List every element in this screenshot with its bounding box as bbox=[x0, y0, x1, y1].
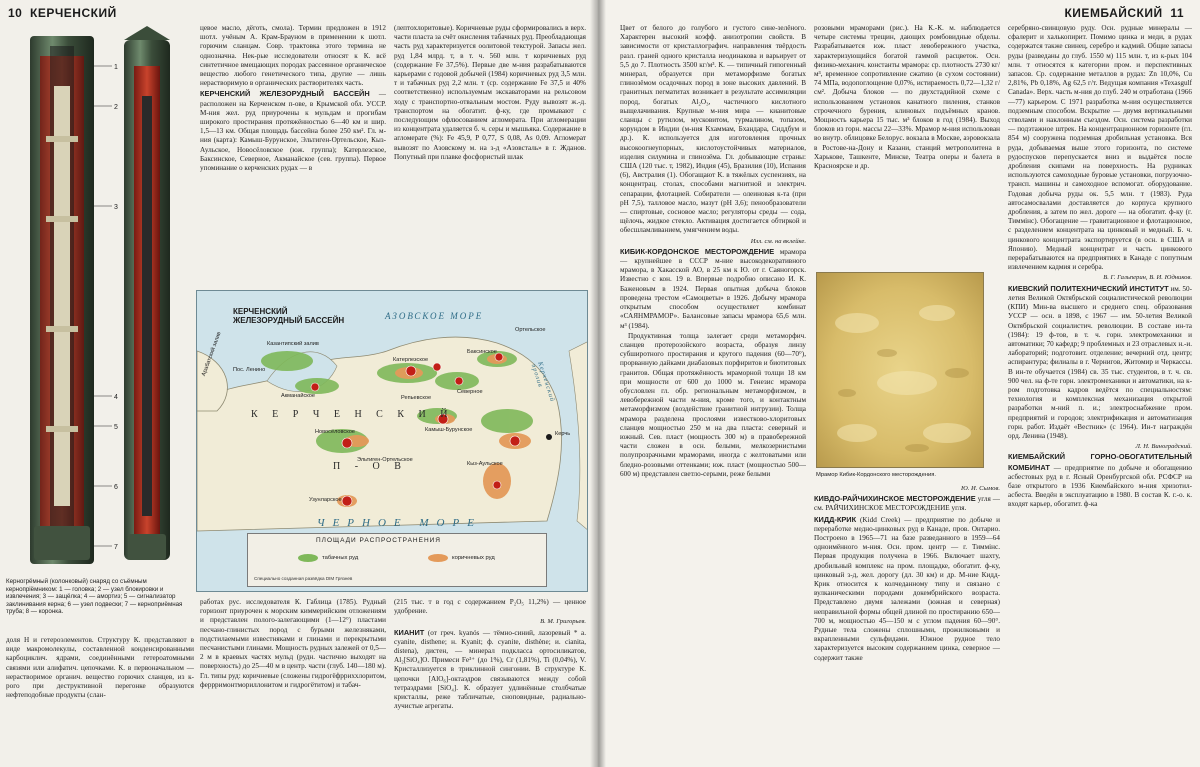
bay2-label: Арабатский залив bbox=[201, 331, 223, 377]
brown-swatch-icon bbox=[428, 554, 448, 562]
sea-north-label: АЗОВСКОЕ МОРЕ bbox=[385, 311, 483, 321]
place-novoselov: Новосёловское bbox=[315, 429, 355, 435]
peninsula-label-2: П - О В bbox=[333, 461, 407, 472]
fig-label-5: 5 bbox=[114, 424, 118, 431]
legend-title: ПЛОЩАДИ РАСПРОСТРАНЕНИЯ bbox=[316, 537, 441, 544]
place-akmanai: Акманайское bbox=[281, 393, 315, 399]
left-col2-bottom bbox=[200, 598, 386, 764]
map-title-line1: КЕРЧЕНСКИЙ bbox=[233, 307, 344, 316]
left-col3-top bbox=[394, 24, 586, 286]
legend-tobacco-label: табачных руд bbox=[322, 555, 358, 561]
paragraph: (лептохлоритовые). Коричневые руды сформировались в верх. части пласта за счёт окисления табачных руд. Преобладающая часть руд характеризуется оолитовой текстурой. Запасы жел. руд 1,84 млрд. т, в т. ч. 560 млн. т коричневых руд (содержание Fe 37,5%). Первые две м-ния разрабатываются карьерами с годовой добычей (1984) коричневых руд 3,5 млн. т и табачных руд 2,2 млн. т (ср. содержание Fe 37,5 и 40% соответственно) используемым экскаваторами на рельсовом ходу с транспортно-отвальным мостом. Руду вывозят ж.-д. транспортом на обогатит. ф-ку, где промывают с последующим офлюсованием агломерата. При агломерации из концентрата удаляется б. ч. серы и мышьяка. Содержание в агломерате (%): Fe 45,9, P 0,77, S 0,08, As 0,09. Агломерат вывозят по Азовскому м. на з-д «Азовсталь» в г. Жданов. Попутный при плавке фосфористый шлак bbox=[394, 24, 586, 162]
place-kyz-aul: Кыз-Аульское bbox=[467, 461, 503, 467]
right-head-word: КИЕМБАЙСКИЙ bbox=[1064, 6, 1162, 20]
left-head-word: КЕРЧЕНСКИЙ bbox=[30, 6, 117, 20]
headword-kiembai: КИЕМБАЙСКИЙ ГОРНО-ОБОГАТИТЕЛЬНЫЙ КОМБИНАТ bbox=[1008, 452, 1192, 471]
map-title-line2: ЖЕЛЕЗОРУДНЫЙ БАССЕЙН bbox=[233, 316, 344, 325]
headword-kianit: КИАНИТ bbox=[394, 628, 424, 637]
left-col3-bottom bbox=[394, 598, 586, 764]
tobacco-swatch-icon bbox=[298, 554, 318, 562]
legend-note: Специально созданная развёдка DIM Грязнев bbox=[254, 576, 352, 581]
kibik-text: мрамора — крупнейшее в СССР м-ние высокодекоративного мрамора, в Хакасской АО, в 25 км к Ю. от г. Саяногорск. Известно с кон. 19 в. Впервые подробно описано И. К. Баженовым в 1924. Первая опытная добыча блоков проведена трестом «Самоцветы» в 1926. Добычу мрамора открытым способом осуществляет комбинат «САЯНМРАМОР». Балансовые запасы мрамора 65,6 млн. м³ (1984). bbox=[620, 248, 806, 330]
legend-item-brown bbox=[428, 554, 495, 562]
paragraph: доля Н и гетероэлементов. Структуру К. представляют в виде макромолекулы, составленной конденсированными карбоциклич. ядрами, соединёнными гетероатомными связями или алифатич. цепочками. К. в первоначальном — нерастворимое органич. вещество горючих сланцев, из к-рого при деструктивной перегонке образуются нефтеподобные продукты (слан- bbox=[6, 636, 194, 700]
sea-south-label: ЧЕРНОЕ МОРЕ bbox=[317, 517, 482, 529]
fig-label-3: 3 bbox=[114, 204, 118, 211]
figure-caption: Керногрёмный (колонковый) снаряд со съёмным кернопріёмником: 1 — головка; 2 — узел блокировки и извлечения; 3 — защёлка; 4 — амортиз; 5 — сигнализатор заклинивания керна; 6 — узел подвески; 7 — керноприёмная труба; 8 — коронка. bbox=[6, 578, 196, 616]
left-col2-top bbox=[200, 24, 386, 286]
place-severnoe: Северное bbox=[457, 389, 483, 395]
legend-item-tobacco bbox=[298, 554, 358, 562]
place-baksin: Баксинское bbox=[467, 349, 497, 355]
fig-label-2: 2 bbox=[114, 104, 118, 111]
paragraph: работах рус. исследователя К. Габлица (1785). Рудный горизонт приурочен к морским киммерийским отложениям и представлен полого-залегающими (1—12°) пластами песчано-глинистых пород с бурыми железняками, подстилаемыми известняками и глинами и перекрытыми песчанистыми глинами. Мощность рудных залежей от 0,5—2 м в краевых частях мульд (рудн. частично выходят на поверхность) до 25—40 м в центр. части (глуб. 140—180 м). Гл. типы руд: коричневые (сложены гидрогёфрриххлоритом, феррримонтмориллонитом и гидрогётитом) и табач- bbox=[200, 598, 386, 690]
fig-label-1: 1 bbox=[114, 64, 118, 71]
kiev-text: им. 50-летия Великой Октябрьской социалистической революции (КПИ) Мин-ва высшего и среднего спец. образования УССР — осн. в 1898, с 1967 — им. 50-летия Великой Октябрьской социалистич. революции. В составе ин-та (1984): 19 ф-тов, в т. ч. горн. электромеханики и автоматики; 70 кафедр; 9 проблемных и 23 отраслевых н.-и. лабораторий; подготовит. отделение; вечерний отд. центр; аспирантура; филиалы в г. Чернигов, Житомир и Черкассы. В ин-те обучается (1984) св. 35 тыс. студентов, в т. ч. св. 900 чел. на ф-те горн. электромеханики и автоматики, на к-ром подготовка кадров ведётся по специальностям: технология и комплексная механизация открытой разработки м-ний п. и.; электроснабжение пром. предприятий и городов; электрификация и автоматизация горн. работ. Издаёт «Вестник» (с 1964). Ин-т награждён орд. Ленина (1948). bbox=[1008, 285, 1192, 440]
left-col1-bottom bbox=[6, 636, 194, 764]
paragraph: (215 тыс. т в год с содержанием P₂O₅ 11,2%) — ценное удобрение. bbox=[394, 598, 586, 616]
bay-label: Казантипский залив bbox=[267, 341, 319, 347]
fig-label-4: 4 bbox=[114, 394, 118, 401]
book-gutter bbox=[590, 0, 606, 767]
marble-photo bbox=[816, 272, 984, 468]
fig-label-6: 6 bbox=[114, 484, 118, 491]
right-running-head bbox=[1064, 6, 1184, 20]
right-col1 bbox=[620, 24, 806, 764]
map-title bbox=[233, 307, 344, 325]
photo-caption: Мрамор Кибик-Кордонского месторождения. bbox=[816, 472, 986, 478]
signature: В. Г. Гальперин, В. И. Юдников. bbox=[1008, 273, 1192, 282]
left-running-head bbox=[8, 6, 117, 20]
right-col2-bottom bbox=[814, 484, 1000, 764]
map-legend bbox=[247, 533, 547, 587]
book-spread bbox=[0, 0, 1200, 767]
left-page-number: 10 bbox=[8, 6, 22, 20]
headword-kivdo: КИВДО-РАЙЧИХИНСКОЕ МЕСТОРОЖДЕНИЕ bbox=[814, 494, 976, 503]
right-col2-top bbox=[814, 24, 1000, 270]
kidd-text: (Kidd Creek) — предприятие по добыче и переработке медно-цинковых руд в Канаде, пров. Онтарио. Построено в 1965—71 на базе разведанного в 1959—64 одноимённого м-ния. Осн. пром. центр — г. Тиммінс. Первая продукция получена в 1966. Включает шахту, дробильный комплекс на пром. площадке, обогатит. ф-ку, цинковый з-д, жел. дорогу (дл. 30 км) и др. М-ние Кидд-Крик относится к колчеданному типу и связано с вулканическими породами докембрийского возраста. Представлено двумя залежами (южная и северная) неправильной формы общей длиной по простиранию 650—700 м, мощностью 45—150 м с углом падения 60—90°. Рудные тела сложены сплошными, прожилковыми и вкрапленными сульфидами. Южное рудное тело характеризуется высоким содержанием цинка, северное — содержит также bbox=[814, 516, 1000, 662]
right-page-number: 11 bbox=[1170, 6, 1184, 20]
fig-label-7: 7 bbox=[114, 544, 118, 551]
place-kamysh-burun: Камыш-Бурунское bbox=[425, 427, 472, 433]
paragraph: Продуктивная толща залегает среди метаморфич. сланцев протерозойского возраста, образуя линзу субширотного простирания и крутого падения (60—70°), прорванную дайками диабазовых порфиритов и биотитовых гранитов. Общая протяжённость мраморной толщи 18 км при мощности от 600 до 1000 м. Генезис мрамора обусловлен гл. обр. региональным метаморфизмом, в левобережной части м-ния, кроме того, и контактным метаморфизмом (воздействие гранитной интрузии). Толща мрамора разделена прослоями известково-хлоритовых сланцев мощностью 250 м на два пласта: северный и южный. Сев. пласт (мощность 300 м) в правобережной части сложен в осн. белыми, мелкозернистыми полупрозрачными мраморами, иногда с желтоватыми или бледно-розовыми оттенками; юж. пласт (мощностью 500—600 м) представлен светло-серыми, реже белыми bbox=[620, 332, 806, 479]
signature: Л. Н. Виноградский. bbox=[1008, 442, 1192, 451]
headword-kerch-basin: КЕРЧЕНСКИЙ ЖЕЛЕЗОРУДНЫЙ БАССЕЙН bbox=[200, 89, 370, 98]
paragraph: серебряно-свинцовую руду. Осн. рудные минералы — сфалерит и халькопирит. Помимо цинка и меди, в рудах содержатся также свинец, серебро и кадмий. Общие запасы руды (разведаны до глуб. 1550 м) 115 млн. т, из к-рых 104 млн. т относятся к категории пром. и перспективных запасов. Ср. содержание металлов в рудах: Zn 10,0%, Cu 2,81%, Pb 0,18%, Ag 62,5 г/т. Ведущая компания «Texasgulf Canada». Верх. часть м-ния до глуб. 240 м отработана (1966—77) карьером. С 1971 разработка м-ния осуществляется подземным способом. Вскрытие — двумя вертикальными стволами и наклонным съездом. Осн. система разработки — подэтажное штрек. На концентрационном горизонте (гл. 854 м) сооружена подземная дробильная установка. Вся руда, добываемая выше этого горизонта, по системе рудоспусков перепускается вниз и выдаётся после дробления скипами на поверхность. На рудниках используются самоходные буровые установки, погрузочно-трансп. машины и самоходное вспомогат. оборудование. Годовая добыча руды ок. 5,5 млн. т (1983). Руда автосамосвалами доставляется до корпуса крупного дробления, а затем по жел. дороге — на обогатит. ф-ку (г. Тиммінс). Обогащение — гравитационное и флотационное, с разделением концентрата на цинковый и медный. Б. ч. цинкового концентрата экспортируется (в осн. в США и Японию). Медный концентрат и часть цинкового перерабатываются на предприятиях в Канаде с попутным извлечением кадмия и серебра. bbox=[1008, 24, 1192, 272]
kianit-text: (от греч. kyanós — тёмно-синий, лазоревый * а. cyanite, disthene; н. Kyanit; ф. cyanite, disthène; и. cianita, distena), дистен, — минерал подкласса ортосиликатов, Al₂[SiO₄]O. Примеси Fe³⁺ (до 1%), Cr (1,81%), Ti (0,04%), V. Кристаллизуется в триклинной сингонии. В структуре К. цепочки [AlO₆]-октаэдров связываются между собой тетраэдрами [SiO₄]. К. образует удлинённые столбчатые кристаллы, реже табличатые, сноповидные, радиально-лучистые агрегаты. bbox=[394, 629, 586, 711]
headword-kiev: КИЕВСКИЙ ПОЛИТЕХНИЧЕСКИЙ ИНСТИТУТ bbox=[1008, 284, 1169, 293]
kerch-basin-text: — расположен на Керченском п-ове, в Крымской обл. УССР. М-ния жел. руд приурочены к мульдам и прогибам широкого простирания протяжённостью 6—40 км и шир. 1,5—13 км. Общая площадь бассейна более 250 км². Гл. м-ния (карта): Камыш-Бурунское, Эльтиген-Ортельское, Кыз-Аульское, Новосёловское (юж. группа); Катерлезское, Баксинское, Северное, Акманайское (сев. группа). Первое упоминание о керченских рудах — в bbox=[200, 90, 386, 172]
strait-label: Керченский пролив bbox=[530, 361, 557, 407]
right-col3 bbox=[1008, 24, 1192, 764]
place-repiev: Репьевское bbox=[401, 395, 431, 401]
signature: В. М. Григорьев. bbox=[394, 617, 586, 626]
paragraph: цевое масло, дёготь, смола). Термин предложен в 1912 шотл. учёным А. Крам-Брауном в применении к шотл. горючим сланцам. Совр. трактовка этого термина не однозначна. Нек-рые исследователи относят к К. всё синтетичное вмещающих породах рассеянное органическое вещество любого генетического типа, другие — лишь нерастворимую в органических растворителях часть. bbox=[200, 24, 386, 88]
peninsula-label-1: К Е Р Ч Е Н С К И Й bbox=[251, 409, 453, 420]
paragraph: Цвет от белого до голубого и густого сине-зелёного. Характерен высокий коэфф. анизотропии свойств. В зависимости от кристаллографич. направления твёрдость разл. граней одного кристалла неодинакова и варьирует от 5,5 до 7. Плотность 3500 кг/м³. К. — типичный гипогенный минерал, образуется при метаморфизме богатых глинозёмом осадочных пород в зоне высоких давлений. В гранитных пегматитах возникает в результате ассимиляции пород, богатых Al₂O₃, частичного кислотного выщелачивания. Крупные м-ния мира — кианитовые сланцы с рутилом, мусковитом, турмалином, топазом, корундом в Индии (м-ния Кхаммам, Бхандара, Сиддбум и др.). К. используется для изготовления прочных высокоогнеупорных, кислотоустойчивых материалов, изделия силумина и глинозёма. Гл. добывающие страны: США (120 тыс. т, 1982), Индия (45), Бразилия (10), Испания (6), Австралия (1). Обогащают К. в тяжёлых суспензиях, на концентрац. столах, способами магнитной и электрич. сепарации, флотацией. Собиратели — олеиновая к-та (при pH 7,5), талловое масло, мазут (pH 3,6); пенообразователи — спиртовые, сосновое масло; регуляторы среды — сода, щёлочь, жидкое стекло. Активация достигается обтиркой и обесшламливанием, умягчением воды. bbox=[620, 24, 806, 236]
paragraph: розовыми мраморами (рис.). На К.-К. м. наблюдается четыре системы трещин, дающих ромбовидные обделы. Разрабатывается юж. пласт левобережного участка, характеризующийся богатой гаммой расцветок. Осн. физико-механич. константы мрамора: ср. плотность 2730 кг/м³, временное сопротивление сжатию (в сухом состоянии) 74 МПа, водопоглощение 0,07%, истираемость 0,72—1,32 г/см². Добыча блоков — по двухстадийной схеме с использованием установок канатного пиления, станков строчечного бурения, клиновых подъёмных кранов. Мощность карьера 15 тыс. м³ блоков в год (1984). Выход блоков из горн. массы 22—33%. Мрамор м-ния использован во внутр. облицовке Белорус. вокзала в Москве, аэровокзала в Ростове-на-Дону и Казани, станций метрополитена в Харькове, Ташкенте, Минске, Театра оперы и балета в Красноярске и др. bbox=[814, 24, 1000, 171]
signature: Илл. см. на вклейке. bbox=[620, 237, 806, 246]
core-barrel-illustration bbox=[16, 26, 192, 574]
kerch-basin-map bbox=[196, 290, 588, 592]
place-kerch: Керчь bbox=[555, 431, 570, 437]
kiembai-text: — предприятие по добыче и обогащению асбестовых руд в г. Ясный Оренбургской обл. РСФСР на базе открытого в 1936 Киембайского м-ния хризотил-асбеста. Введён в эксплуатацию в 1980. В состав К. г.-о. к. входят карьер, обогатит. ф-ка bbox=[1008, 464, 1192, 509]
kivdo-text: угля — см. РАЙЧИХИНСКОЕ МЕСТОРОЖДЕНИЕ угля. bbox=[814, 495, 1000, 512]
place-katerlez: Катерлезское bbox=[393, 357, 428, 363]
headword-kibik: КИБИК-КОРДОНСКОЕ МЕСТОРОЖДЕНИЕ bbox=[620, 247, 774, 256]
left-page bbox=[0, 0, 596, 767]
place-lenino: Пос. Ленино bbox=[233, 367, 265, 373]
place-eltigen: Эльтиген-Ортельское bbox=[357, 457, 413, 463]
place-uzunlar: Узунларское bbox=[309, 497, 342, 503]
place-ortel: Ортельское bbox=[515, 327, 545, 333]
legend-brown-label: коричневых руд bbox=[452, 555, 495, 561]
headword-kidd: КИДД-КРИК bbox=[814, 515, 856, 524]
signature: Ю. И. Сымов. bbox=[814, 484, 1000, 493]
